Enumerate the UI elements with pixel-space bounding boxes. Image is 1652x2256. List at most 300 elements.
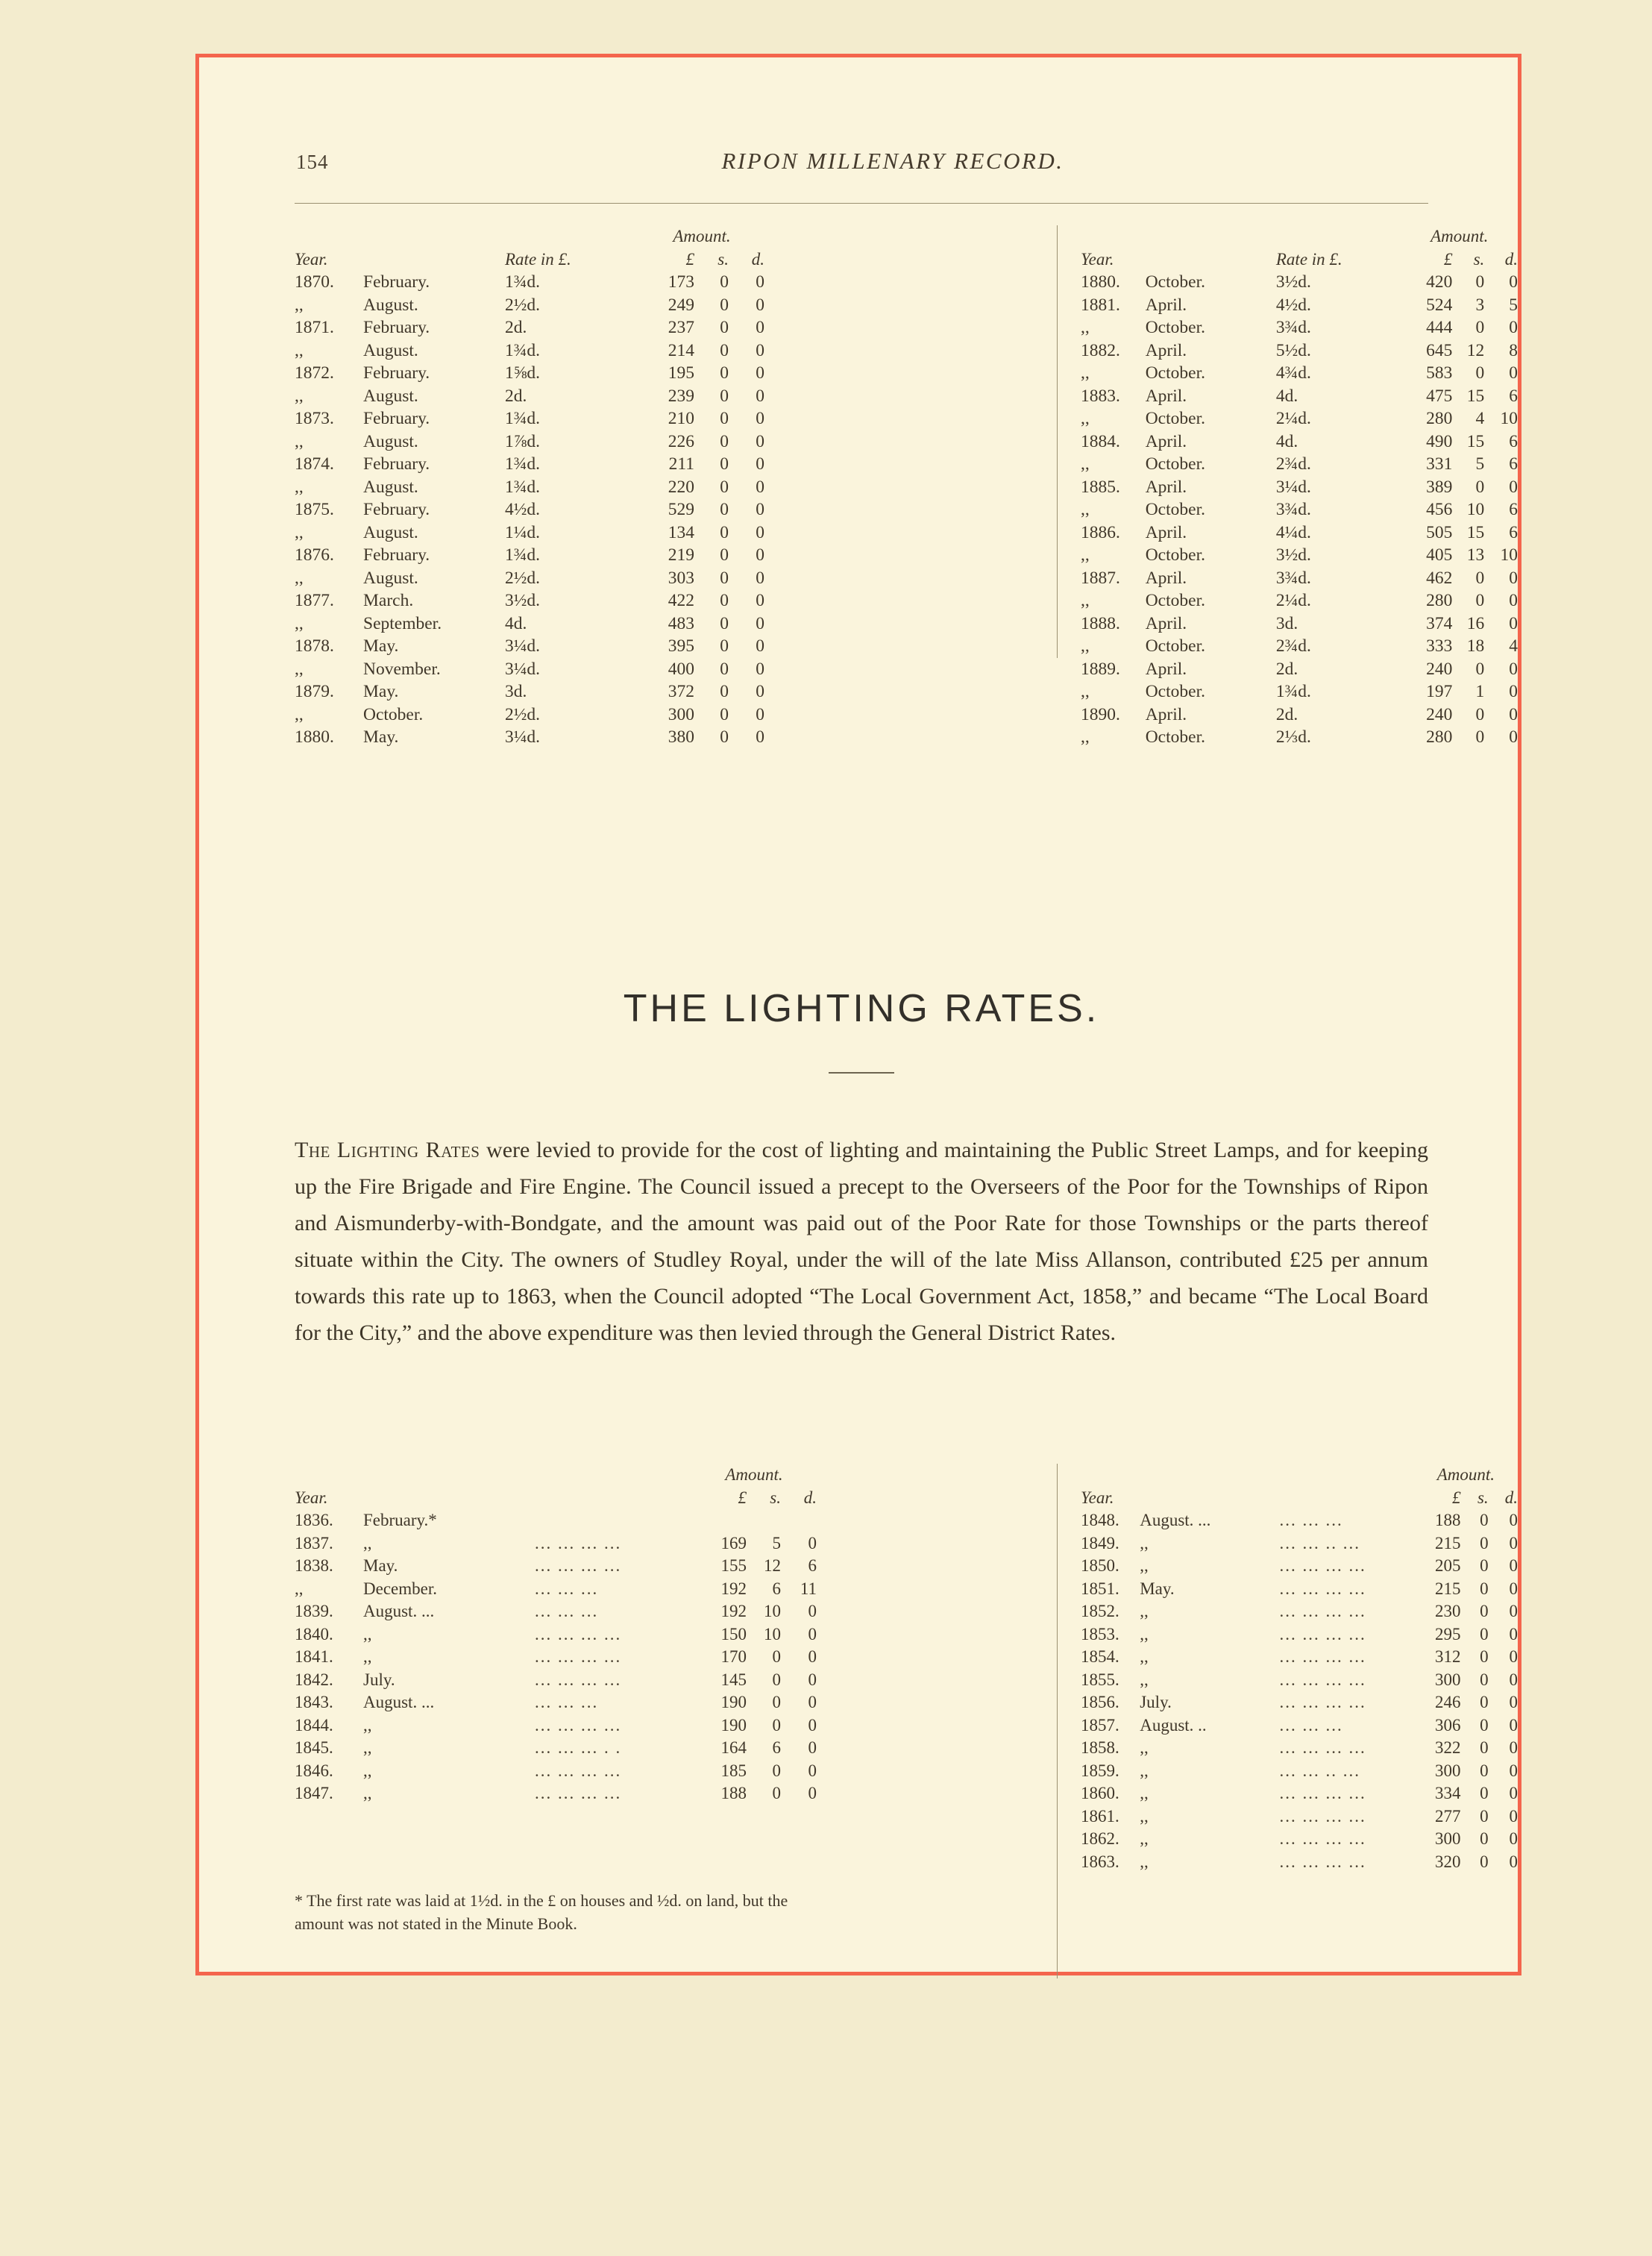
row-year: ,,: [1081, 636, 1090, 656]
row-shillings: 0: [720, 363, 729, 383]
row-year: ,,: [295, 340, 304, 360]
row-year: 1885.: [1081, 477, 1120, 497]
rates-table-top-left: [295, 225, 764, 749]
row-shillings: 0: [1480, 1602, 1489, 1620]
row-year: ,,: [295, 386, 304, 406]
row-pounds: 226: [668, 431, 694, 451]
row-pence: 0: [756, 318, 764, 337]
row-month: May.: [363, 727, 399, 747]
row-pence: 0: [756, 477, 764, 497]
row-year: 1845.: [295, 1738, 333, 1757]
row-pounds: 230: [1435, 1602, 1461, 1620]
row-shillings: 0: [720, 409, 729, 428]
year-header: Year.: [295, 1488, 328, 1507]
row-month: ,,: [1140, 1852, 1149, 1871]
running-title: RIPON MILLENARY RECORD.: [721, 148, 1064, 174]
row-pence: 8: [1509, 340, 1518, 360]
row-shillings: 5: [772, 1533, 781, 1552]
row-pounds: 277: [1435, 1806, 1461, 1826]
row-pence: 0: [808, 1624, 817, 1644]
year-header: Year.: [295, 249, 328, 269]
table-row: [1081, 1578, 1518, 1601]
table-row: [1081, 476, 1518, 499]
table-row: [295, 1737, 817, 1760]
row-year: ,,: [295, 704, 304, 724]
row-rate: 2d.: [1275, 704, 1298, 724]
row-year: 1854.: [1081, 1647, 1119, 1666]
row-month: ,,: [1140, 1556, 1149, 1575]
row-shillings: 0: [1480, 1511, 1489, 1529]
table-row: [295, 1509, 817, 1532]
row-rate: 3¾d.: [1275, 568, 1311, 588]
row-pounds: 333: [1426, 636, 1453, 656]
row-year: ,,: [295, 568, 304, 588]
table-subheader-row: [295, 1487, 817, 1510]
row-shillings: 13: [1466, 545, 1485, 565]
row-shillings: 0: [720, 431, 729, 451]
row-rate: 5½d.: [1275, 340, 1311, 360]
row-month: August. ..: [1140, 1715, 1207, 1735]
row-rate: 2d.: [505, 318, 527, 337]
row-year: 1890.: [1081, 704, 1120, 724]
table-row: [1081, 339, 1518, 363]
row-leader-dots: ... ... ... ...: [1279, 1556, 1366, 1575]
row-pounds: 240: [1426, 704, 1453, 724]
row-pence: 0: [1509, 1806, 1518, 1826]
row-shillings: 3: [1475, 295, 1485, 315]
row-shillings: 0: [1480, 1556, 1489, 1575]
row-leader-dots: ... ... ... ...: [1279, 1693, 1366, 1711]
row-year: 1836.: [295, 1511, 333, 1529]
row-shillings: 0: [1475, 363, 1485, 383]
row-year: 1874.: [295, 454, 334, 474]
row-rate: 1⅞d.: [505, 431, 540, 451]
row-year: 1889.: [1081, 659, 1120, 679]
row-pence: 0: [1509, 1533, 1518, 1552]
row-pence: 0: [1509, 477, 1518, 497]
row-month: February.*: [363, 1511, 437, 1529]
row-year: 1855.: [1081, 1670, 1119, 1689]
table-row: [295, 339, 764, 363]
row-year: 1886.: [1081, 522, 1120, 542]
row-shillings: 16: [1466, 613, 1485, 633]
row-rate: 2⅓d.: [1275, 727, 1311, 747]
table-row: [1081, 1805, 1518, 1829]
table-row: [295, 476, 764, 499]
table-row: [1081, 567, 1518, 590]
table-row: [1081, 1851, 1518, 1874]
row-rate: 1¾d.: [505, 545, 540, 565]
table-row: [295, 407, 764, 430]
table-row: [1081, 1669, 1518, 1692]
row-shillings: 15: [1466, 386, 1485, 406]
row-pounds: 190: [720, 1693, 747, 1711]
table-top-divider: [1057, 225, 1058, 658]
row-year: 1837.: [295, 1533, 333, 1552]
table-row: [295, 1646, 817, 1669]
row-pounds: 170: [720, 1647, 747, 1666]
table-row: [1081, 1623, 1518, 1646]
paragraph-lead-in: The Lighting Rates: [295, 1138, 480, 1162]
row-year: 1853.: [1081, 1624, 1119, 1644]
row-shillings: 12: [1466, 340, 1485, 360]
row-month: ,,: [363, 1784, 372, 1802]
row-year: ,,: [1081, 545, 1090, 565]
row-month: February.: [363, 409, 430, 428]
row-rate: 4d.: [1275, 431, 1298, 451]
row-leader-dots: ... ... ... ...: [535, 1647, 622, 1666]
row-month: October.: [1145, 454, 1205, 474]
row-year: ,,: [1081, 409, 1090, 428]
row-pounds: 422: [668, 591, 694, 610]
row-month: February.: [363, 454, 430, 474]
row-leader-dots: ... ... ... ...: [535, 1624, 622, 1644]
row-shillings: 0: [720, 340, 729, 360]
row-pence: 0: [1509, 613, 1518, 633]
row-pounds: 169: [720, 1533, 747, 1552]
row-year: 1852.: [1081, 1602, 1119, 1620]
row-rate: 1¾d.: [505, 454, 540, 474]
row-year: ,,: [295, 613, 304, 633]
row-shillings: 0: [772, 1784, 781, 1802]
row-pounds: 185: [720, 1761, 747, 1780]
table-row: [1081, 1646, 1518, 1669]
row-year: ,,: [295, 1579, 304, 1598]
row-pounds: 280: [1426, 591, 1453, 610]
table-row: [295, 1623, 817, 1646]
row-shillings: 0: [1480, 1624, 1489, 1644]
row-pence: 0: [808, 1715, 817, 1735]
table-row: [1081, 1509, 1518, 1532]
row-month: ,,: [1140, 1806, 1149, 1826]
row-month: December.: [363, 1579, 437, 1598]
row-pence: 0: [1509, 363, 1518, 383]
row-pounds: 322: [1435, 1738, 1461, 1757]
table-row: [295, 1555, 817, 1578]
row-pounds: 215: [1435, 1579, 1461, 1598]
row-shillings: 0: [1475, 659, 1485, 679]
row-pounds: 400: [668, 659, 694, 679]
row-year: 1879.: [295, 682, 334, 701]
folio-number: 154: [296, 151, 329, 173]
row-leader-dots: ... ... ... . .: [535, 1738, 622, 1757]
row-pence: 0: [756, 431, 764, 451]
row-pence: 0: [756, 409, 764, 428]
row-pence: 10: [1500, 409, 1518, 428]
row-shillings: 18: [1466, 636, 1485, 656]
table-row: [1081, 1600, 1518, 1623]
table-row: [295, 1532, 817, 1555]
row-pounds: 303: [668, 568, 694, 588]
row-pounds: 188: [720, 1784, 747, 1802]
row-pounds: 331: [1426, 454, 1453, 474]
table-row: [295, 567, 764, 590]
row-year: 1856.: [1081, 1693, 1119, 1711]
row-pence: 0: [1509, 1670, 1518, 1689]
row-rate: 4½d.: [1275, 295, 1311, 315]
row-year: 1843.: [295, 1693, 333, 1711]
row-month: April.: [1145, 386, 1187, 406]
row-pence: 0: [1509, 1738, 1518, 1757]
row-rate: 2½d.: [505, 704, 540, 724]
row-month: ,,: [363, 1738, 372, 1757]
table-row: [295, 1782, 817, 1805]
row-pence: 0: [1509, 1624, 1518, 1644]
row-rate: 2½d.: [505, 568, 540, 588]
row-pounds: 444: [1426, 318, 1453, 337]
row-rate: 4¼d.: [1275, 522, 1311, 542]
row-pounds: 134: [668, 522, 694, 542]
row-year: 1888.: [1081, 613, 1120, 633]
row-leader-dots: ... ... ...: [1279, 1715, 1343, 1735]
row-month: August.: [363, 295, 418, 315]
lighting-rates-table-left: [295, 1464, 817, 1805]
row-month: February.: [363, 363, 430, 383]
row-shillings: 0: [1480, 1806, 1489, 1826]
row-month: ,,: [363, 1715, 372, 1735]
row-pounds: 240: [1426, 659, 1453, 679]
row-year: 1846.: [295, 1761, 333, 1780]
row-month: July.: [363, 1670, 395, 1689]
table-subheader-row: [1081, 1487, 1518, 1510]
row-shillings: 0: [1480, 1852, 1489, 1871]
row-pence: 0: [756, 363, 764, 383]
row-shillings: 0: [720, 636, 729, 656]
row-pence: 0: [1509, 272, 1518, 292]
table-row: [1081, 407, 1518, 430]
table-row: [1081, 1782, 1518, 1805]
row-year: ,,: [295, 522, 304, 542]
row-rate: 3½d.: [505, 591, 540, 610]
table-row: [295, 680, 764, 704]
row-pence: 0: [808, 1693, 817, 1711]
row-shillings: 0: [1475, 272, 1485, 292]
table-row: [295, 498, 764, 521]
row-year: 1861.: [1081, 1806, 1119, 1826]
row-leader-dots: ... ... ... ...: [535, 1670, 622, 1689]
table-top-left: [295, 225, 764, 749]
row-month: ,,: [1140, 1647, 1149, 1666]
row-shillings: 0: [772, 1761, 781, 1780]
row-year: 1883.: [1081, 386, 1120, 406]
table-row: [1081, 704, 1518, 727]
row-month: September.: [363, 613, 442, 633]
table-row: [1081, 362, 1518, 385]
row-pounds: 583: [1426, 363, 1453, 383]
row-month: August. ...: [1140, 1511, 1211, 1529]
table-row: [295, 704, 764, 727]
table-top-right: [1081, 225, 1518, 749]
pound-header: £: [685, 249, 694, 269]
row-month: July.: [1140, 1693, 1172, 1711]
row-pence: 0: [756, 386, 764, 406]
row-pounds: 173: [668, 272, 694, 292]
row-rate: 2d.: [505, 386, 527, 406]
row-month: April.: [1145, 340, 1187, 360]
table-row: [1081, 589, 1518, 612]
row-shillings: 10: [1466, 500, 1485, 519]
row-pounds: 195: [668, 363, 694, 383]
amount-header: Amount.: [725, 1465, 783, 1484]
row-rate: 3¼d.: [1275, 477, 1311, 497]
row-pounds: 405: [1426, 545, 1453, 565]
shilling-header: s.: [770, 1488, 781, 1507]
row-pounds: 211: [668, 454, 694, 474]
row-rate: 3d.: [1275, 613, 1298, 633]
row-year: 1860.: [1081, 1784, 1119, 1802]
row-rate: 3¼d.: [505, 727, 540, 747]
row-rate: 4¾d.: [1275, 363, 1311, 383]
table-row: [295, 1760, 817, 1783]
row-pence: 0: [1509, 1761, 1518, 1780]
row-year: ,,: [1081, 727, 1090, 747]
row-pence: 0: [756, 636, 764, 656]
page-content: [199, 57, 1518, 1972]
row-rate: 1¾d.: [1275, 682, 1311, 701]
row-shillings: 0: [1480, 1579, 1489, 1598]
row-pounds: 456: [1426, 500, 1453, 519]
row-pounds: 192: [720, 1579, 747, 1598]
row-pounds: 312: [1435, 1647, 1461, 1666]
row-year: ,,: [1081, 454, 1090, 474]
table-row: [1081, 635, 1518, 658]
row-month: August.: [363, 522, 418, 542]
row-pounds: 280: [1426, 727, 1453, 747]
footnote: * The first rate was laid at 1½d. in the £ on houses and ½d. on land, but the amount was not stated in the Minute Book.: [295, 1891, 788, 1933]
table-row: [1081, 1691, 1518, 1714]
table-row: [295, 658, 764, 681]
table-header-row: [1081, 225, 1518, 248]
row-pounds: 300: [668, 704, 694, 724]
row-pounds: 306: [1435, 1715, 1461, 1735]
row-month: February.: [363, 545, 430, 565]
row-leader-dots: ... ... ... ...: [1279, 1624, 1366, 1644]
row-shillings: 0: [1480, 1784, 1489, 1802]
row-pounds: 420: [1426, 272, 1453, 292]
table-row: [1081, 1737, 1518, 1760]
row-year: 1876.: [295, 545, 334, 565]
row-pence: 0: [1509, 682, 1518, 701]
row-pence: 0: [1509, 659, 1518, 679]
row-pounds: 475: [1426, 386, 1453, 406]
row-rate: 1¾d.: [505, 409, 540, 428]
row-pounds: 645: [1426, 340, 1453, 360]
rate-header: Rate in £.: [1275, 249, 1342, 269]
shilling-header: s.: [1477, 1488, 1489, 1507]
table-row: [295, 430, 764, 454]
row-month: ,,: [1140, 1761, 1149, 1780]
page-border-frame: [195, 54, 1521, 1975]
row-pence: 0: [756, 522, 764, 542]
row-pounds: 320: [1435, 1852, 1461, 1871]
row-pence: 0: [1509, 704, 1518, 724]
row-pounds: [691, 1509, 747, 1532]
row-rate: 3¾d.: [1275, 318, 1311, 337]
row-pounds: 150: [720, 1624, 747, 1644]
row-year: 1880.: [1081, 272, 1120, 292]
title-ornament-rule: [829, 1072, 894, 1074]
row-pence: 4: [1509, 636, 1518, 656]
pence-header: d.: [751, 249, 764, 269]
row-pounds: 246: [1435, 1693, 1461, 1711]
row-month: April.: [1145, 568, 1187, 588]
row-shillings: 0: [720, 613, 729, 633]
amount-header: Amount.: [1436, 1465, 1495, 1484]
row-month: August.: [363, 568, 418, 588]
row-pence: 0: [756, 591, 764, 610]
row-pounds: 529: [668, 500, 694, 519]
row-rate: 3½d.: [1275, 272, 1311, 292]
row-year: 1884.: [1081, 431, 1120, 451]
row-month: October.: [1145, 727, 1205, 747]
row-rate: 4½d.: [505, 500, 540, 519]
row-rate: 2¾d.: [1275, 636, 1311, 656]
row-pence: 6: [1509, 500, 1518, 519]
row-year: ,,: [1081, 318, 1090, 337]
table-row: [295, 362, 764, 385]
row-rate: 1¾d.: [505, 340, 540, 360]
row-leader-dots: ... ... ... ...: [1279, 1806, 1366, 1826]
row-year: ,,: [1081, 591, 1090, 610]
row-shillings: 6: [772, 1579, 781, 1598]
row-pounds: 210: [668, 409, 694, 428]
pound-header: £: [1452, 1488, 1461, 1507]
row-month: April.: [1145, 522, 1187, 542]
row-rate: 3¾d.: [1275, 500, 1311, 519]
row-shillings: 0: [772, 1693, 781, 1711]
row-pence: 0: [1509, 1602, 1518, 1620]
row-pence: 0: [1509, 1829, 1518, 1848]
row-leader-dots: ... ... ... ...: [1279, 1670, 1366, 1689]
row-year: ,,: [1081, 682, 1090, 701]
row-shillings: 0: [1480, 1761, 1489, 1780]
row-month: October.: [1145, 682, 1205, 701]
row-rate: 2¼d.: [1275, 591, 1311, 610]
row-pounds: 155: [720, 1556, 747, 1575]
row-leader-dots: ... ... ... ...: [1279, 1579, 1366, 1598]
row-leader-dots: ... ... ...: [535, 1602, 599, 1620]
row-pounds: 164: [720, 1738, 747, 1757]
row-leader-dots: [535, 1509, 691, 1532]
row-shillings: 0: [1480, 1693, 1489, 1711]
row-shillings: 0: [1475, 727, 1485, 747]
row-year: 1872.: [295, 363, 334, 383]
row-pence: 0: [808, 1647, 817, 1666]
row-pounds: 524: [1426, 295, 1453, 315]
row-pence: 0: [756, 659, 764, 679]
row-year: 1882.: [1081, 340, 1120, 360]
row-leader-dots: ... ... ... ...: [535, 1761, 622, 1780]
row-year: 1848.: [1081, 1511, 1119, 1529]
row-pounds: 239: [668, 386, 694, 406]
row-leader-dots: ... ... ...: [535, 1579, 599, 1598]
row-year: 1873.: [295, 409, 334, 428]
row-rate: 1¼d.: [505, 522, 540, 542]
table-bottom-left: [295, 1464, 817, 1805]
table-row: [1081, 498, 1518, 521]
header-rule: [295, 203, 1428, 204]
row-pounds: 300: [1435, 1761, 1461, 1780]
row-month: August.: [363, 477, 418, 497]
rates-table-top-right: [1081, 225, 1518, 749]
row-month: November.: [363, 659, 441, 679]
table-bottom-divider: [1057, 1464, 1058, 1978]
row-year: 1842.: [295, 1670, 333, 1689]
row-year: ,,: [295, 431, 304, 451]
row-pounds: 192: [720, 1602, 747, 1620]
body-paragraph: [295, 1132, 1428, 1351]
row-shillings: 15: [1466, 431, 1485, 451]
